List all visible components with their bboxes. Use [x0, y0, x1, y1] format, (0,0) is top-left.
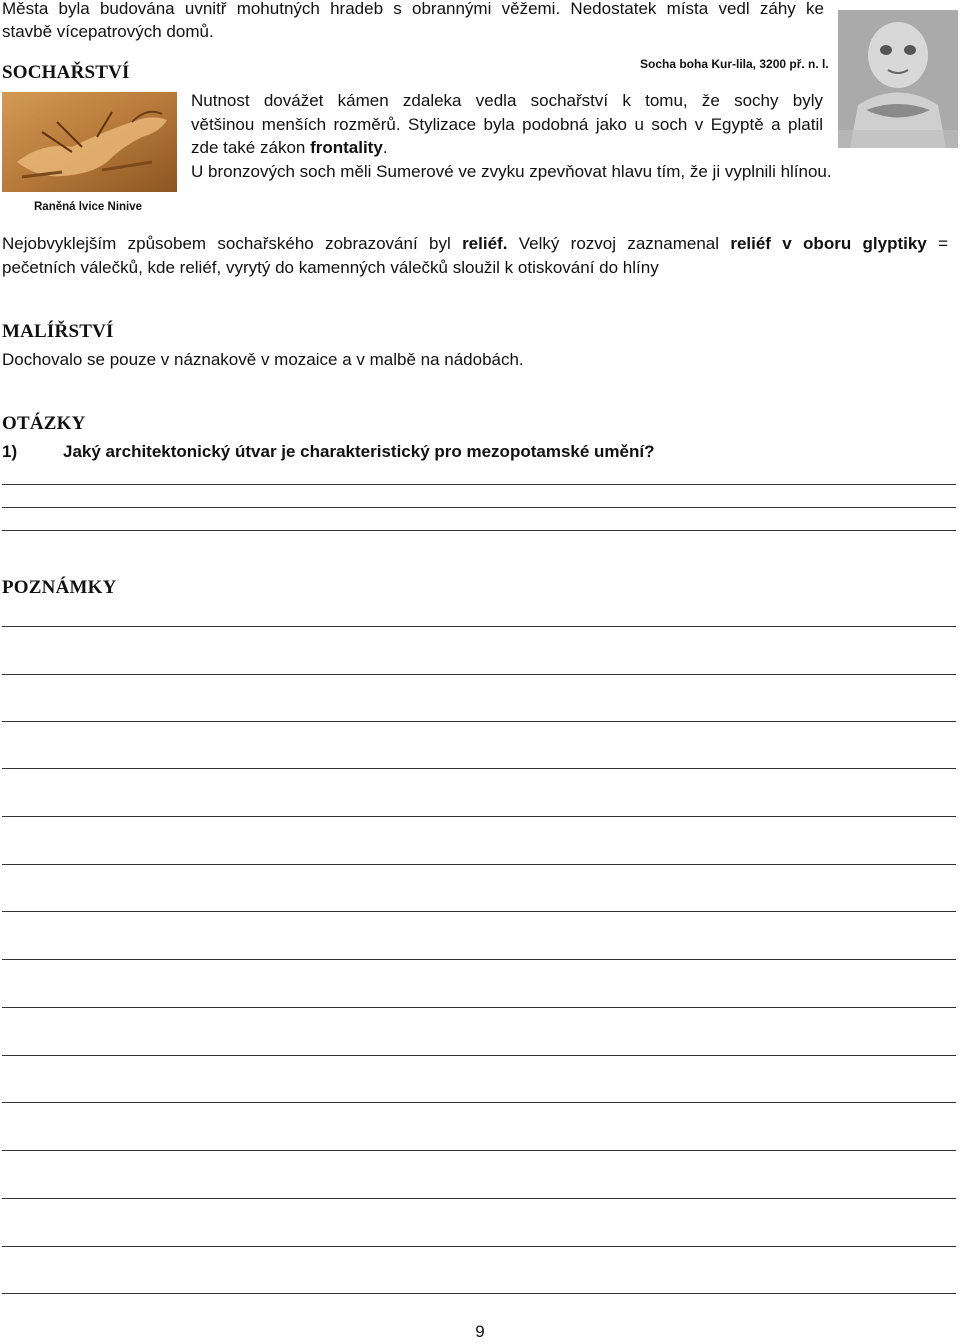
- answer-line[interactable]: [2, 484, 956, 485]
- relief-text-a: Nejobvyklejším způsobem sochařského zobrazování byl: [2, 234, 463, 253]
- notes-line[interactable]: [2, 626, 956, 627]
- relief-line-1: [2, 232, 948, 256]
- intro-line-1: Města byla budována uvnitř mohutných hradeb s obrannými věžemi. Nedostatek místa vedl záhy ke: [2, 0, 824, 18]
- answer-line[interactable]: [2, 530, 956, 531]
- notes-line[interactable]: [2, 1198, 956, 1199]
- sculpture-line-4: U bronzových soch měli Sumerové ve zvyku zpevňovat hlavu tím, že ji vyplnili hlínou.: [191, 162, 832, 181]
- notes-line[interactable]: [2, 1246, 956, 1247]
- painting-heading: MALÍŘSTVÍ: [2, 321, 114, 342]
- question-1-text: Jaký architektonický útvar je charakteristický pro mezopotamské umění?: [63, 442, 655, 461]
- relief-term: reliéf.: [462, 234, 508, 253]
- sculpture-line-3-end: .: [382, 138, 388, 157]
- relief-text-c: Velký rozvoj zaznamenal: [507, 234, 731, 253]
- notes-heading: POZNÁMKY: [2, 577, 117, 598]
- questions-heading: OTÁZKY: [2, 413, 86, 434]
- notes-line[interactable]: [2, 864, 956, 865]
- statue-caption: Socha boha Kur-lila, 3200 př. n. l.: [640, 57, 829, 71]
- sculpture-line-3: [191, 136, 823, 160]
- glyptics-term: reliéf v oboru glyptiky: [730, 234, 927, 253]
- relief-text-e: =: [926, 234, 949, 253]
- notes-line[interactable]: [2, 816, 956, 817]
- relief-line-2: pečetních válečků, kde reliéf, vyrytý do kamenných válečků sloužil k otiskování do hlíny: [2, 258, 659, 277]
- sculpture-line-1: Nutnost dovážet kámen zdaleka vedla sochařství k tomu, že sochy byly: [191, 91, 823, 110]
- statue-image: [838, 10, 958, 148]
- question-1-number: 1): [2, 442, 18, 461]
- painting-text: Dochovalo se pouze v náznakově v mozaice a v malbě na nádobách.: [2, 350, 524, 369]
- notes-line[interactable]: [2, 768, 956, 769]
- notes-line[interactable]: [2, 1293, 956, 1294]
- notes-line[interactable]: [2, 674, 956, 675]
- notes-line[interactable]: [2, 721, 956, 722]
- page-number: 9: [475, 1322, 485, 1341]
- notes-line[interactable]: [2, 1007, 956, 1008]
- frontality-term: frontality: [310, 138, 383, 157]
- notes-line[interactable]: [2, 1102, 956, 1103]
- sculpture-heading: SOCHAŘSTVÍ: [2, 62, 130, 83]
- relief-caption: Raněná lvice Ninive: [34, 201, 143, 213]
- sculpture-line-2: většinou menších rozměrů. Stylizace byla podobná jako u soch v Egyptě a platil: [191, 115, 823, 134]
- lioness-relief-image: [2, 92, 177, 192]
- notes-line[interactable]: [2, 959, 956, 960]
- notes-line[interactable]: [2, 1150, 956, 1151]
- notes-line[interactable]: [2, 1055, 956, 1056]
- answer-line[interactable]: [2, 507, 956, 508]
- sculpture-line-3-text: zde také zákon: [191, 138, 311, 157]
- intro-line-2: stavbě vícepatrových domů.: [2, 22, 214, 41]
- notes-line[interactable]: [2, 911, 956, 912]
